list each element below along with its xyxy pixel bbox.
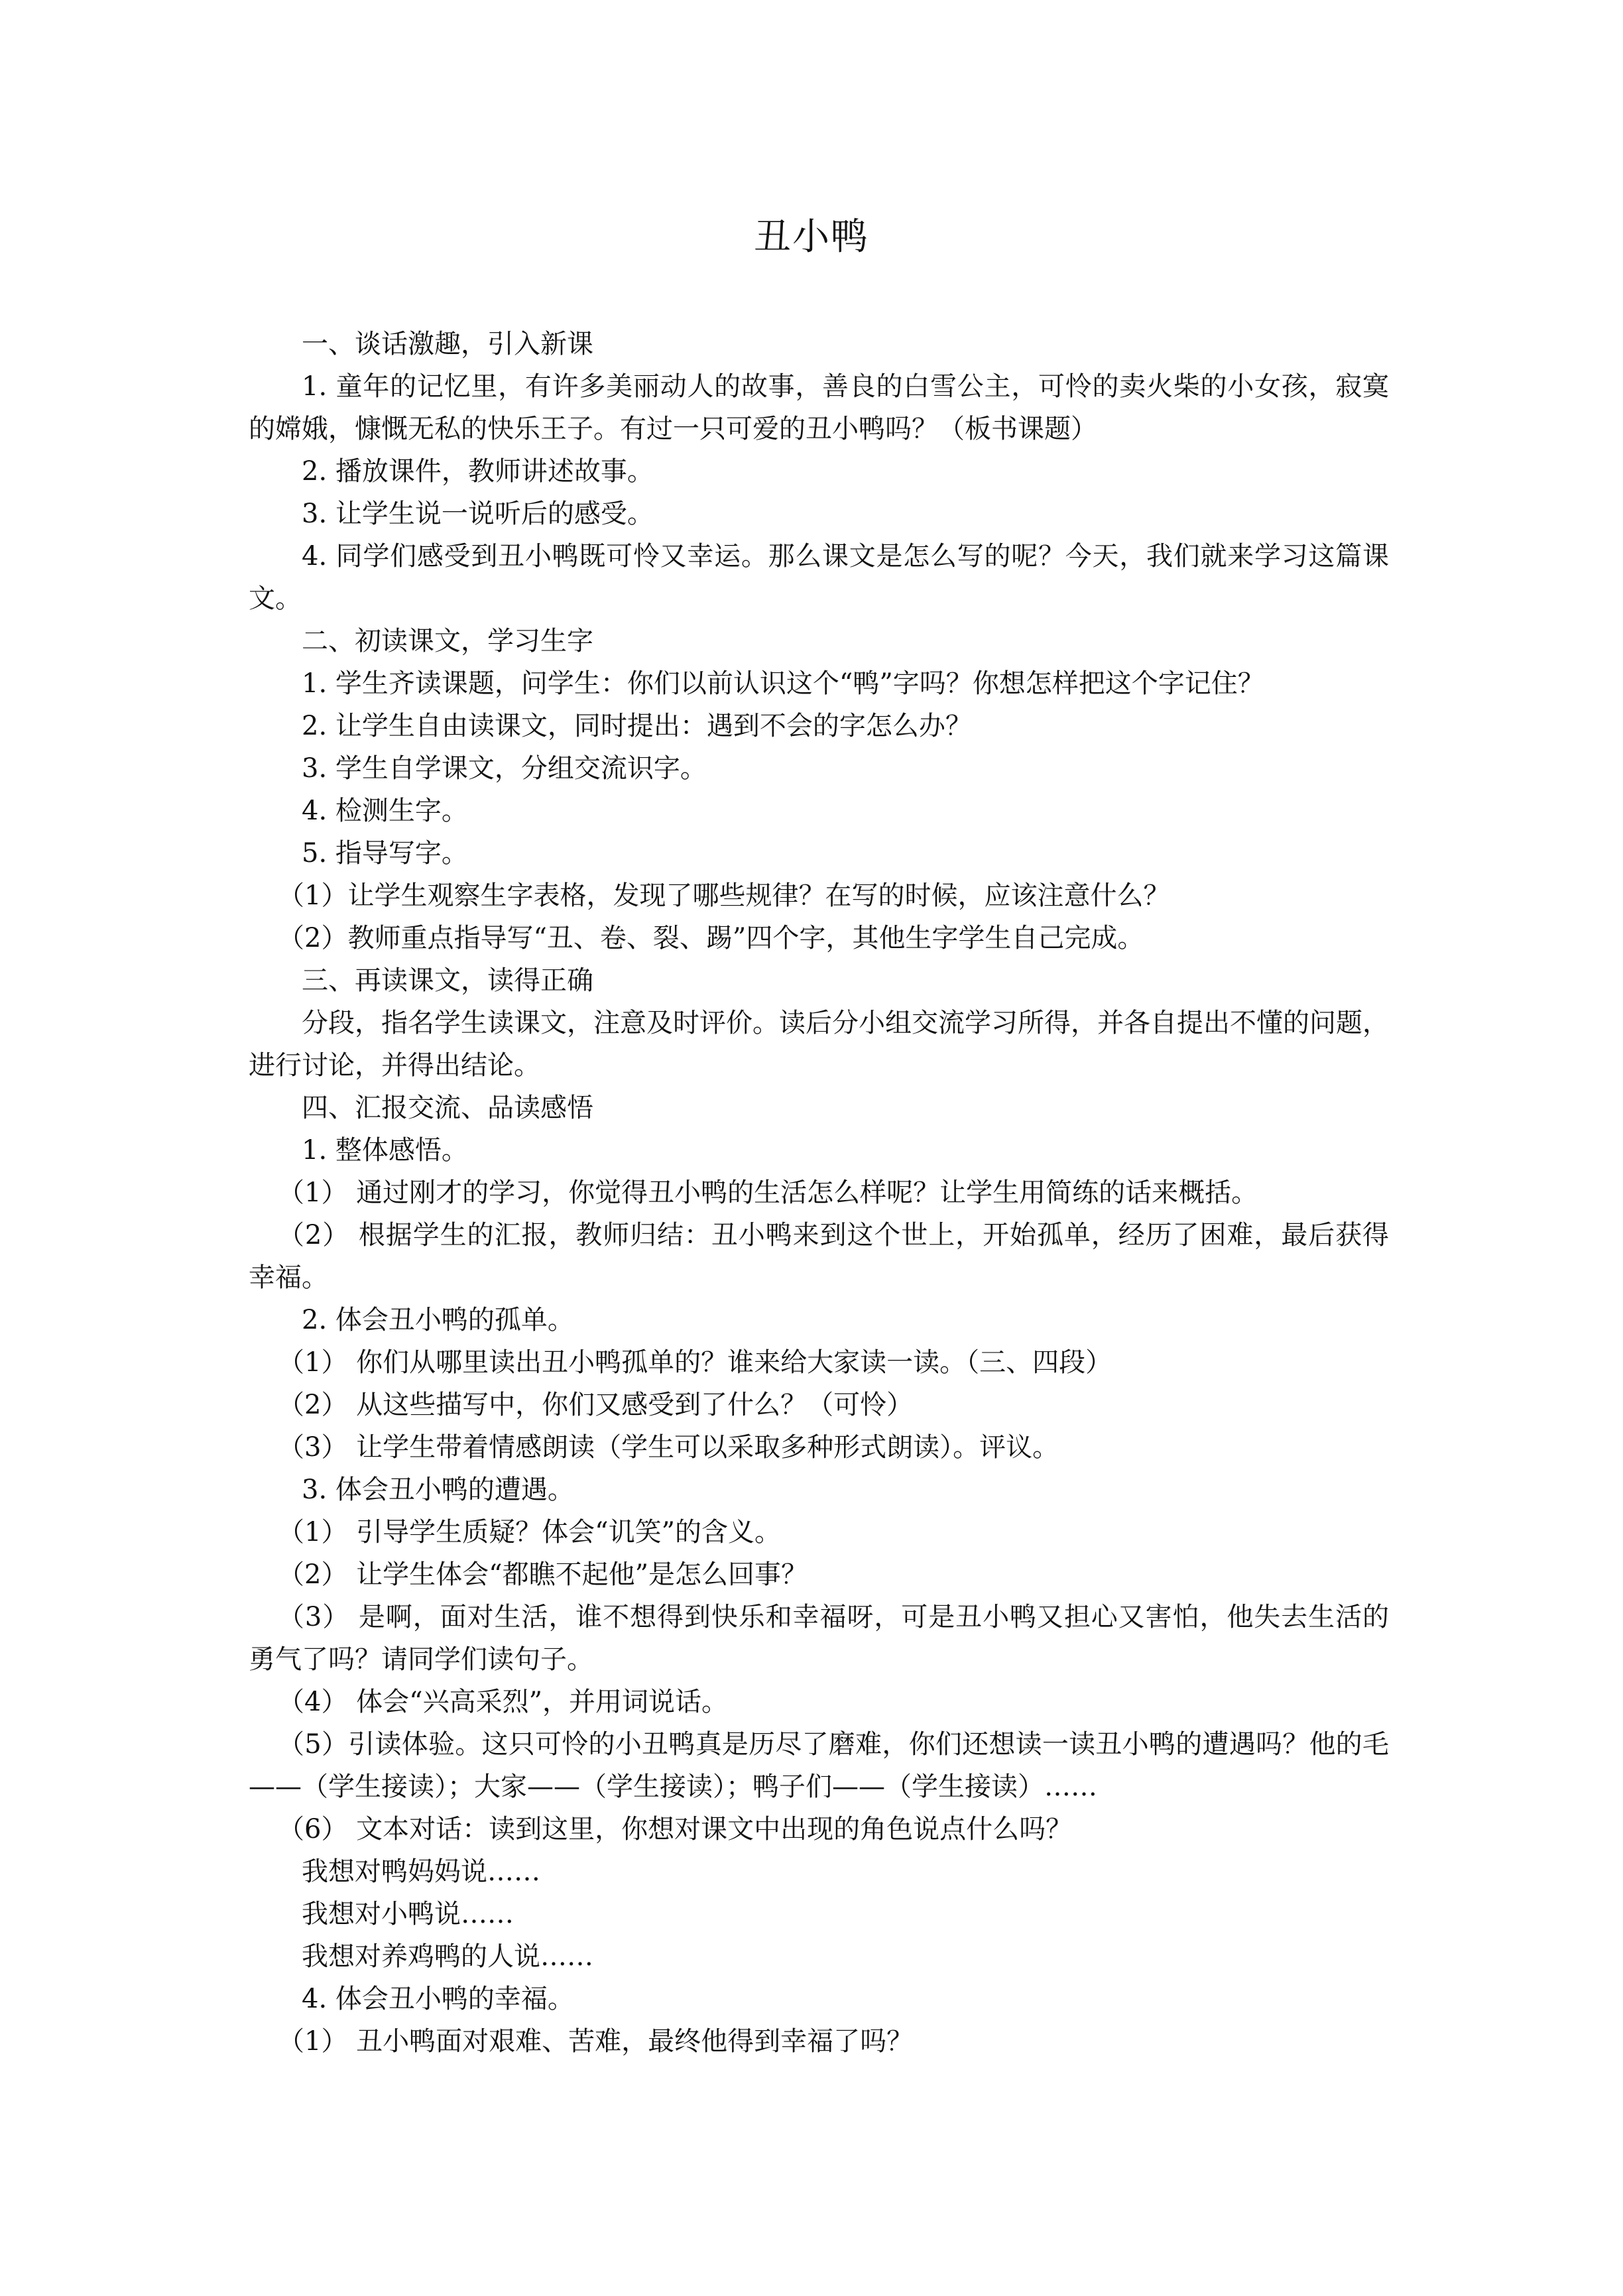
paragraph: 2. 体会丑小鸭的孤单。: [302, 1305, 574, 1335]
paragraph: （2）教师重点指导写“丑、卷、裂、踢”四个字，其他生字学生自己完成。: [278, 923, 1144, 953]
paragraph: （1） 丑小鸭面对艰难、苦难，最终他得到幸福了吗？: [278, 2026, 914, 2057]
paragraph: （1）让学生观察生字表格，发现了哪些规律？在写的时候，应该注意什么？: [278, 880, 1170, 911]
paragraph: 1. 整体感悟。: [302, 1135, 468, 1166]
paragraph: （2） 让学生体会“都瞧不起他”是怎么回事？: [278, 1559, 808, 1590]
paragraph: （5）引读体验。这只可怜的小丑鸭真是历尽了磨难，你们还想读一读丑小鸭的遭遇吗？他的毛——（学生接读）；大家——（学生接读）；鸭子们——（学生接读）……: [249, 1729, 1389, 1802]
paragraph: 4. 检测生字。: [302, 796, 468, 826]
paragraph: （6） 文本对话：读到这里，你想对课文中出现的角色说点什么吗？: [278, 1814, 1073, 1844]
paragraph: 四、汇报交流、品读感悟: [302, 1093, 593, 1123]
paragraph: 1. 学生齐读课题，问学生：你们以前认识这个“鸭”字吗？你想怎样把这个字记住？: [302, 668, 1264, 699]
paragraph: 我想对小鸭说……: [302, 1899, 514, 1929]
paragraph: 2. 让学生自由读课文，同时提出：遇到不会的字怎么办？: [302, 711, 972, 741]
paragraph: 我想对鸭妈妈说……: [302, 1856, 540, 1887]
paragraph: 二、初读课文，学习生字: [302, 626, 593, 656]
paragraph: 分段，指名学生读课文，注意及时评价。读后分小组交流学习所得，并各自提出不懂的问题，进行讨论，并得出结论。: [249, 1008, 1389, 1081]
paragraph: 5. 指导写字。: [302, 838, 468, 869]
paragraph: 4. 同学们感受到丑小鸭既可怜又幸运。那么课文是怎么写的呢？今天，我们就来学习这篇课文。: [249, 541, 1389, 614]
paragraph: （2） 从这些描写中，你们又感受到了什么？（可怜）: [278, 1390, 914, 1420]
paragraph: （3） 让学生带着情感朗读（学生可以采取多种形式朗读）。评议。: [278, 1432, 1059, 1463]
paragraph: 3. 让学生说一说听后的感受。: [302, 499, 654, 529]
paragraph: 4. 体会丑小鸭的幸福。: [302, 1984, 574, 2014]
paragraph: （1） 引导学生质疑？体会“讥笑”的含义。: [278, 1517, 782, 1547]
paragraph: （2） 根据学生的汇报，教师归结：丑小鸭来到这个世上，开始孤单，经历了困难，最后获得幸福。: [249, 1220, 1389, 1293]
document-title: 丑小鸭: [754, 215, 869, 259]
paragraph: （1） 你们从哪里读出丑小鸭孤单的？谁来给大家读一读。（三、四段）: [278, 1347, 1112, 1378]
paragraph: 1. 童年的记忆里，有许多美丽动人的故事，善良的白雪公主，可怜的卖火柴的小女孩，寂寞的嫦娥，慷慨无私的快乐王子。有过一只可爱的丑小鸭吗？（板书课题）: [249, 371, 1389, 444]
paragraph: 3. 学生自学课文，分组交流识字。: [302, 753, 707, 784]
paragraph: （4） 体会“兴高采烈”，并用词说话。: [278, 1687, 729, 1717]
paragraph: 我想对养鸡鸭的人说……: [302, 1941, 593, 1972]
paragraph: （1） 通过刚才的学习，你觉得丑小鸭的生活怎么样呢？让学生用简练的话来概括。: [278, 1178, 1258, 1208]
paragraph: （3） 是啊，面对生活，谁不想得到快乐和幸福呀，可是丑小鸭又担心又害怕，他失去生活的勇气了吗？请同学们读句子。: [249, 1602, 1389, 1675]
paragraph: 一、谈话激趣，引入新课: [302, 329, 593, 359]
paragraph: 3. 体会丑小鸭的遭遇。: [302, 1475, 574, 1505]
paragraph: 三、再读课文，读得正确: [302, 965, 593, 996]
document-body: [249, 323, 1389, 2063]
paragraph: 2. 播放课件，教师讲述故事。: [302, 456, 654, 487]
